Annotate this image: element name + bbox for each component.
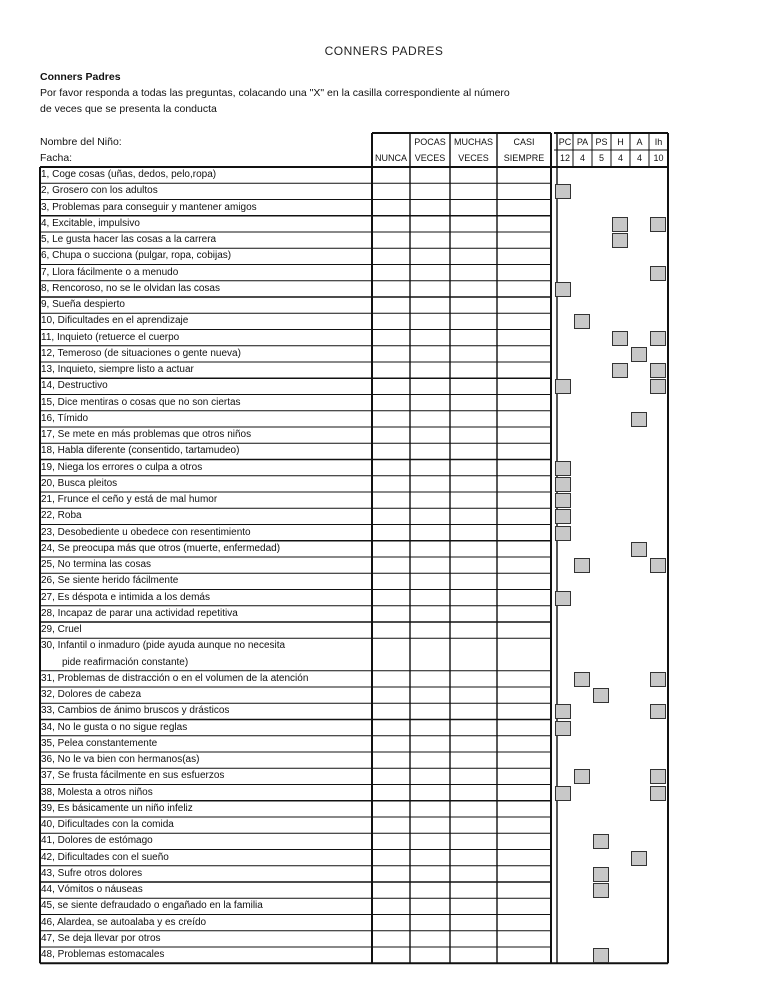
scale-marker-ps: [593, 834, 609, 849]
item-label: 10, Dificultades en el aprendizaje: [41, 315, 189, 327]
item-label: 48, Problemas estomacales: [41, 949, 165, 960]
scale-count: 12: [559, 153, 570, 163]
frequency-header-top: MUCHAS: [453, 137, 493, 147]
scale-code: Ih: [654, 137, 663, 147]
scale-marker-pc: [555, 184, 571, 199]
item-label: 34, No le gusta o no sigue reglas: [41, 721, 188, 733]
instructions-line-2: de veces que se presenta la conducta: [40, 103, 217, 115]
item-label: 15, Dice mentiras o cosas que no son ciertas: [41, 396, 241, 408]
item-label: 19, Niega los errores o culpa a otros: [41, 461, 203, 473]
item-label: 30, Infantil o inmaduro (pide ayuda aunque no necesita: [41, 640, 286, 652]
item-label: 37, Se frusta fácilmente en sus esfuerzos: [41, 770, 225, 782]
scale-code: H: [617, 137, 624, 147]
item-label: 26, Se siente herido fácilmente: [41, 575, 179, 587]
scale-count: 10: [653, 153, 664, 163]
item-label: 12, Temeroso (de situaciones o gente nueva): [41, 347, 241, 359]
scale-marker-pc: [555, 591, 571, 606]
scale-marker-ih: [650, 558, 666, 573]
item-label: 18, Habla diferente (consentido, tartamudeo): [41, 445, 240, 457]
item-label: 27, Es déspota e intimida a los demás: [41, 591, 210, 603]
form-title: Conners Padres: [40, 71, 121, 83]
item-label: 5, Le gusta hacer las cosas a la carrera: [41, 234, 217, 245]
item-label: 43, Sufre otros dolores: [41, 867, 143, 879]
frequency-header: VECES: [458, 153, 489, 163]
item-label: 40, Dificultades con la comida: [41, 819, 174, 830]
scale-marker-ih: [650, 217, 666, 232]
scale-marker-ih: [650, 363, 666, 378]
scale-marker-pc: [555, 461, 571, 476]
item-label: 21, Frunce el ceño y está de mal humor: [41, 494, 218, 505]
item-label: 44, Vómitos o náuseas: [41, 884, 143, 895]
item-label: 32, Dolores de cabeza: [41, 689, 142, 700]
item-label: 24, Se preocupa más que otros (muerte, enfermedad): [41, 542, 281, 554]
item-label: 2, Grosero con los adultos: [41, 185, 158, 197]
item-label: 4, Excitable, impulsivo: [41, 217, 140, 229]
scale-marker-h: [612, 363, 628, 378]
item-label: 46, Alardea, se autoalaba y es creído: [41, 916, 207, 928]
item-label: 20, Busca pleitos: [41, 477, 118, 489]
item-label: 38, Molesta a otros niños: [41, 786, 153, 798]
scale-count: 4: [579, 153, 585, 163]
date-label: Facha:: [40, 152, 73, 164]
scale-marker-pc: [555, 721, 571, 736]
item-label: 1, Coge cosas (uñas, dedos, pelo,ropa): [41, 169, 217, 180]
scale-marker-h: [612, 331, 628, 346]
item-label: 28, Incapaz de parar una actividad repetitiva: [41, 607, 238, 619]
scale-marker-pc: [555, 704, 571, 719]
scale-marker-pc: [555, 477, 571, 492]
scale-marker-ih: [650, 769, 666, 784]
scale-marker-pc: [555, 526, 571, 541]
scale-count: 4: [636, 153, 642, 163]
item-label: 13, Inquieto, siempre listo a actuar: [41, 364, 194, 375]
scale-code: A: [636, 137, 643, 147]
item-label: 31, Problemas de distracción o en el volumen de la atención: [41, 672, 309, 684]
scale-count: 4: [617, 153, 623, 163]
scale-marker-h: [612, 217, 628, 232]
scale-marker-a: [631, 347, 647, 362]
item-label: 23, Desobediente u obedece con resentimiento: [41, 526, 251, 538]
item-label: 8, Rencoroso, no se le olvidan las cosas: [41, 282, 220, 294]
item-label: 17, Se mete en más problemas que otros niños: [41, 429, 252, 440]
item-label: 42, Dificultades con el sueño: [41, 851, 169, 863]
frequency-header: NUNCA: [374, 153, 407, 163]
scale-marker-a: [631, 851, 647, 866]
scale-code: PA: [576, 137, 589, 147]
scale-marker-ps: [593, 867, 609, 882]
scale-marker-a: [631, 542, 647, 557]
item-label: 41, Dolores de estómago: [41, 835, 153, 847]
item-label-continued: pide reafirmación constante): [62, 656, 189, 668]
scale-marker-pc: [555, 786, 571, 801]
scale-marker-ih: [650, 266, 666, 281]
scale-marker-a: [631, 412, 647, 427]
item-label: 7, Llora fácilmente o a menudo: [41, 266, 179, 278]
scale-count: 5: [598, 153, 604, 163]
item-label: 9, Sueña despierto: [41, 299, 125, 310]
frequency-header: VECES: [414, 153, 446, 163]
scale-marker-pa: [574, 558, 590, 573]
scale-marker-pc: [555, 493, 571, 508]
scale-marker-pc: [555, 282, 571, 297]
scale-marker-h: [612, 233, 628, 248]
scale-marker-pa: [574, 769, 590, 784]
scale-marker-pa: [574, 314, 590, 329]
item-label: 47, Se deja llevar por otros: [41, 932, 161, 944]
item-label: 36, No le va bien con hermanos(as): [41, 754, 200, 765]
item-label: 11, Inquieto (retuerce el cuerpo: [41, 331, 180, 343]
frequency-header-top: CASI: [513, 137, 535, 147]
item-label: 33, Cambios de ánimo bruscos y drásticos: [41, 705, 230, 717]
scale-marker-ps: [593, 883, 609, 898]
frequency-header-top: POCAS: [414, 137, 446, 147]
scale-code: PS: [595, 137, 608, 147]
scale-marker-ps: [593, 688, 609, 703]
item-label: 22, Roba: [41, 510, 82, 522]
scale-marker-ih: [650, 672, 666, 687]
item-label: 25, No termina las cosas: [41, 559, 152, 570]
scale-marker-pa: [574, 672, 590, 687]
item-label: 14, Destructivo: [41, 380, 108, 392]
scale-marker-pc: [555, 379, 571, 394]
frequency-header: SIEMPRE: [503, 153, 545, 163]
scale-marker-ps: [593, 948, 609, 963]
item-label: 29, Cruel: [41, 624, 82, 635]
child-name-label: Nombre del Niño:: [40, 136, 122, 148]
item-label: 16, Tímido: [41, 412, 89, 424]
scale-code: PC: [558, 137, 572, 147]
scale-marker-ih: [650, 379, 666, 394]
item-label: 35, Pelea constantemente: [41, 737, 158, 749]
scale-marker-pc: [555, 509, 571, 524]
scale-marker-ih: [650, 331, 666, 346]
instructions-line-1: Por favor responda a todas las preguntas, colacando una "X" en la casilla correspondiente al número: [40, 87, 510, 99]
item-label: 45, se siente defraudado o engañado en la familia: [41, 900, 263, 912]
item-label: 39, Es básicamente un niño infeliz: [41, 802, 193, 814]
item-label: 6, Chupa o succiona (pulgar, ropa, cobijas): [41, 250, 232, 262]
page-header: CONNERS PADRES: [324, 44, 444, 58]
scale-marker-ih: [650, 704, 666, 719]
scale-marker-ih: [650, 786, 666, 801]
item-label: 3, Problemas para conseguir y mantener amigos: [41, 201, 257, 213]
